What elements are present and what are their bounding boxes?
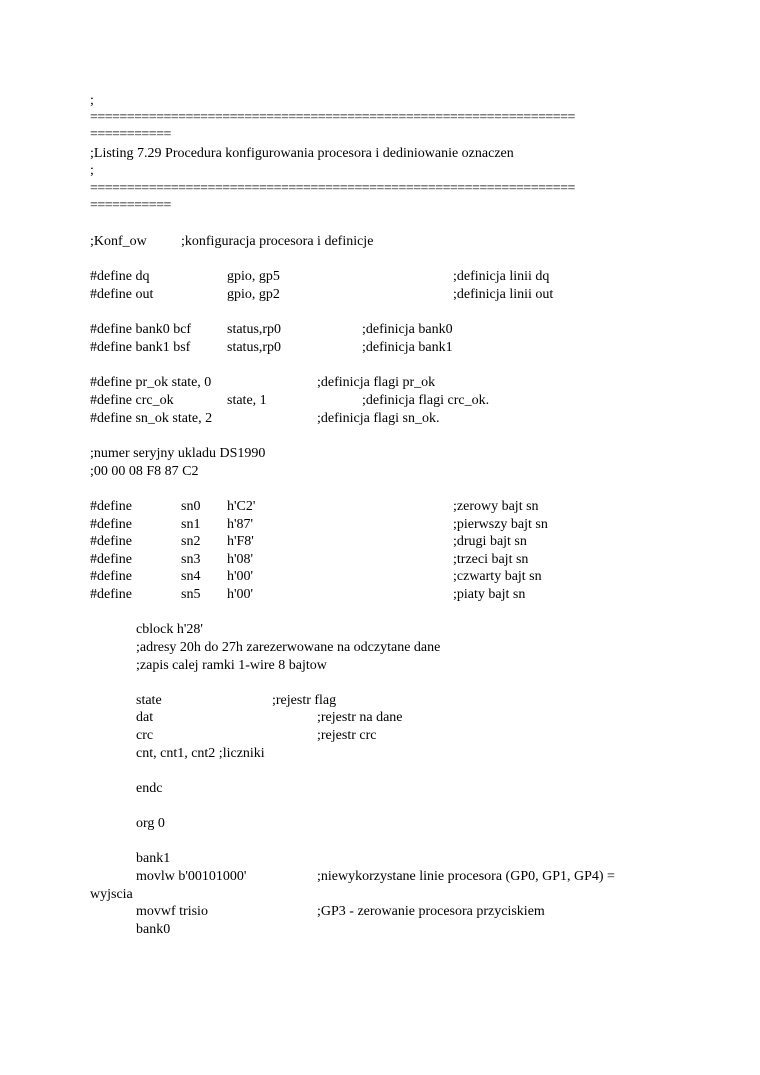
org-line: org 0: [136, 816, 165, 831]
define-value: h'87': [227, 517, 254, 532]
define-name: sn3: [181, 552, 201, 567]
define-name: sn4: [181, 569, 201, 584]
define-name: sn0: [181, 499, 201, 514]
define-directive: #define bank0 bcf: [90, 322, 192, 337]
serial-comment: ;numer seryjny ukladu DS1990: [90, 446, 266, 461]
define-comment: ;definicja flagi crc_ok.: [362, 393, 490, 408]
define-value: h'C2': [227, 499, 256, 514]
define-value: gpio, gp2: [227, 287, 280, 302]
define-comment: ;piaty bajt sn: [453, 587, 526, 602]
code-comment: ;GP3 - zerowanie procesora przyciskiem: [317, 904, 545, 919]
define-comment: ;zerowy bajt sn: [453, 499, 539, 514]
define-directive: #define: [90, 587, 132, 602]
define-value: h'00': [227, 569, 254, 584]
define-directive: #define bank1 bsf: [90, 340, 191, 355]
cblock-comment: ;adresy 20h do 27h zarezerwowane na odczytane dane: [136, 640, 441, 655]
variable-comment: ;rejestr na dane: [317, 710, 403, 725]
code-line: movlw b'00101000': [136, 869, 247, 884]
define-directive: #define pr_ok state, 0: [90, 375, 212, 390]
define-directive: #define: [90, 499, 132, 514]
code-line: movwf trisio: [136, 904, 208, 919]
header-semicolon: ;: [90, 93, 94, 108]
define-value: state, 1: [227, 393, 267, 408]
header-rule: ==================================================================: [90, 110, 575, 125]
define-comment: ;pierwszy bajt sn: [453, 517, 548, 532]
code-comment-wrap: wyjscia: [90, 887, 133, 902]
define-value: status,rp0: [227, 322, 282, 337]
define-comment: ;definicja linii out: [453, 287, 554, 302]
define-directive: #define: [90, 517, 132, 532]
define-directive: #define sn_ok state, 2: [90, 411, 213, 426]
define-comment: ;definicja bank1: [362, 340, 453, 355]
define-value: h'08': [227, 552, 254, 567]
define-name: sn2: [181, 534, 201, 549]
serial-comment: ;00 00 08 F8 87 C2: [90, 464, 199, 479]
define-comment: ;definicja flagi pr_ok: [317, 375, 436, 390]
define-directive: #define dq: [90, 269, 150, 284]
define-directive: #define: [90, 534, 132, 549]
cblock-comment: ;zapis calej ramki 1-wire 8 bajtow: [136, 658, 327, 673]
code-line: bank0: [136, 922, 171, 937]
define-comment: ;czwarty bajt sn: [453, 569, 542, 584]
cblock-start: cblock h'28': [136, 622, 203, 637]
define-directive: #define: [90, 569, 132, 584]
listing-title: ;Listing 7.29 Procedura konfigurowania procesora i dediniowanie oznaczen: [90, 146, 514, 161]
header-rule-wrap: ===========: [90, 127, 171, 142]
variable-comment: ;rejestr crc: [317, 728, 377, 743]
endc-line: endc: [136, 781, 163, 796]
counters-line: cnt, cnt1, cnt2 ;liczniki: [136, 746, 265, 761]
define-directive: #define crc_ok: [90, 393, 174, 408]
code-comment: ;niewykorzystane linie procesora (GP0, GP1, GP4) =: [317, 869, 615, 884]
define-comment: ;drugi bajt sn: [453, 534, 527, 549]
define-value: gpio, gp5: [227, 269, 280, 284]
define-value: status,rp0: [227, 340, 282, 355]
define-value: h'F8': [227, 534, 254, 549]
define-value: h'00': [227, 587, 254, 602]
variable-comment: ;rejestr flag: [272, 693, 337, 708]
define-comment: ;definicja bank0: [362, 322, 453, 337]
section-comment: ;konfiguracja procesora i definicje: [181, 234, 374, 249]
variable-name: crc: [136, 728, 154, 743]
define-comment: ;trzeci bajt sn: [453, 552, 529, 567]
define-directive: #define out: [90, 287, 154, 302]
define-name: sn1: [181, 517, 201, 532]
variable-name: dat: [136, 710, 154, 725]
define-name: sn5: [181, 587, 201, 602]
code-line: bank1: [136, 851, 171, 866]
variable-name: state: [136, 693, 162, 708]
define-comment: ;definicja flagi sn_ok.: [317, 411, 440, 426]
define-directive: #define: [90, 552, 132, 567]
header-semicolon: ;: [90, 163, 94, 178]
header-rule-wrap: ===========: [90, 198, 171, 213]
define-comment: ;definicja linii dq: [453, 269, 550, 284]
section-label: ;Konf_ow: [90, 234, 147, 249]
header-rule: ==================================================================: [90, 181, 575, 196]
